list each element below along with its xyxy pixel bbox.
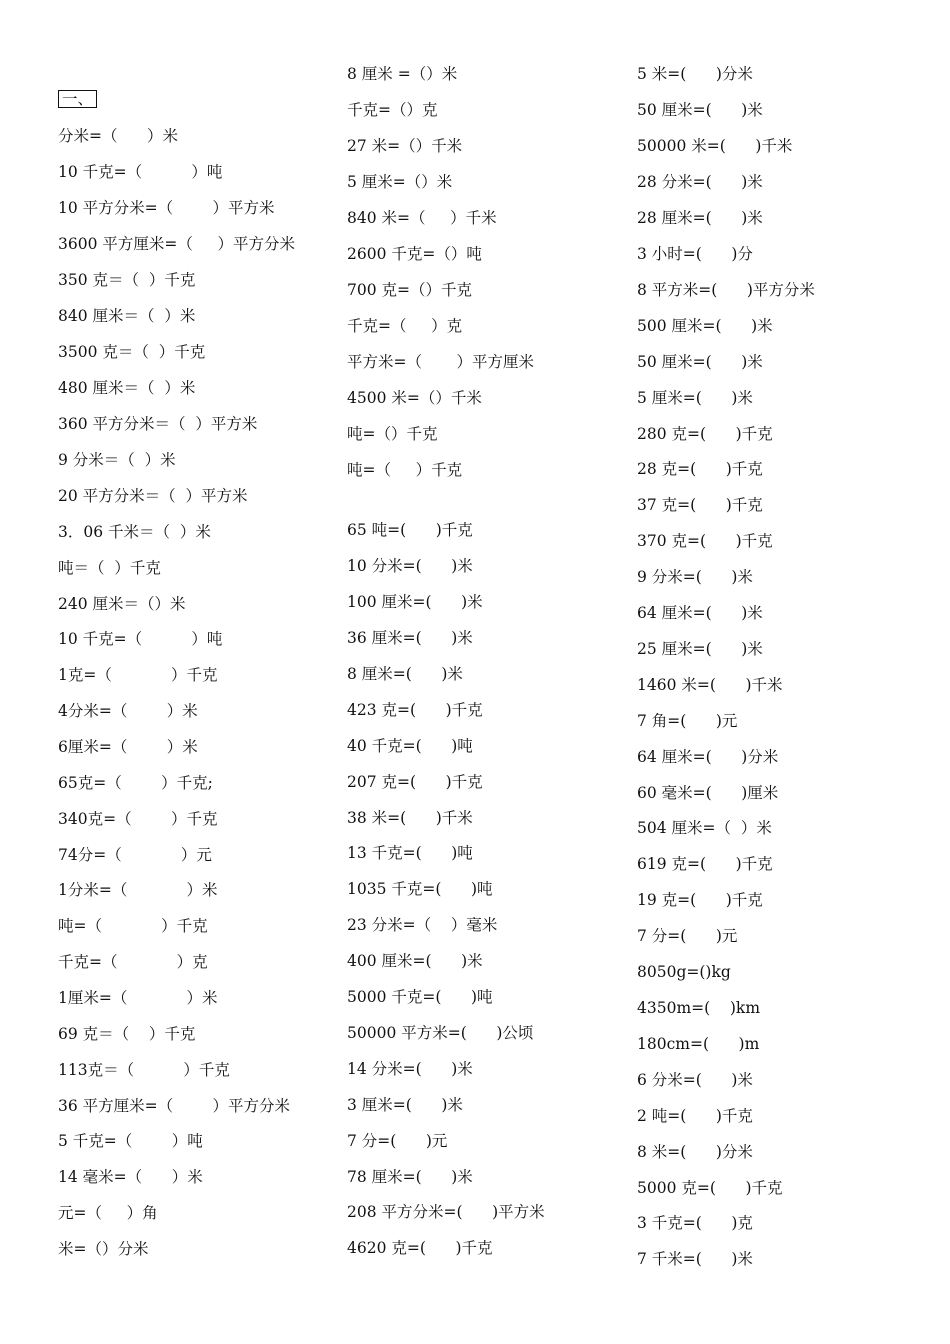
exercise-line: 4350m=( )km bbox=[637, 999, 761, 1017]
exercise-line: 1035 千克=( )吨 bbox=[347, 880, 493, 898]
exercise-line: 208 平方分米=( )平方米 bbox=[347, 1203, 545, 1221]
exercise-line: 19 克=( )千克 bbox=[637, 891, 763, 909]
exercise-line: 370 克=( )千克 bbox=[637, 532, 773, 550]
exercise-line: 360 平方分米＝（ ）平方米 bbox=[58, 415, 258, 433]
exercise-line: 840 米=（ ）千米 bbox=[347, 209, 497, 227]
exercise-line: 74分=（ ）元 bbox=[58, 846, 212, 864]
exercise-line: 25 厘米=( )米 bbox=[637, 640, 763, 658]
exercise-line: 9 分米=( )米 bbox=[637, 568, 753, 586]
exercise-line: 423 克=( )千克 bbox=[347, 701, 483, 719]
exercise-line: 65 吨=( )千克 bbox=[347, 521, 473, 539]
exercise-line: 27 米=（）千米 bbox=[347, 137, 463, 155]
exercise-line: 36 平方厘米=（ ）平方分米 bbox=[58, 1097, 291, 1115]
exercise-line: 10 分米=( )米 bbox=[347, 557, 473, 575]
exercise-line: 207 克=( )千克 bbox=[347, 773, 483, 791]
exercise-line: 3 小时=( )分 bbox=[637, 245, 753, 263]
exercise-line: 340克=（ ）千克 bbox=[58, 810, 218, 828]
exercise-line: 28 分米=( )米 bbox=[637, 173, 763, 191]
exercise-line: 28 克=( )千克 bbox=[637, 460, 763, 478]
exercise-line: 619 克=( )千克 bbox=[637, 855, 773, 873]
exercise-line: 20 平方分米＝（ ）平方米 bbox=[58, 487, 248, 505]
exercise-line: 4620 克=( )千克 bbox=[347, 1239, 493, 1257]
exercise-line: 60 毫米=( )厘米 bbox=[637, 784, 779, 802]
exercise-line: 5000 千克=( )吨 bbox=[347, 988, 493, 1006]
exercise-line: 5 米=( )分米 bbox=[637, 65, 753, 83]
exercise-line: 8 厘米 =（）米 bbox=[347, 65, 458, 83]
exercise-line: 480 厘米＝（ ）米 bbox=[58, 379, 196, 397]
exercise-line: 14 分米=( )米 bbox=[347, 1060, 473, 1078]
exercise-line: 50000 平方米=( )公顷 bbox=[347, 1024, 534, 1042]
exercise-line: 7 角=( )元 bbox=[637, 712, 738, 730]
section-label: 一、 bbox=[58, 90, 97, 108]
exercise-line: 400 厘米=( )米 bbox=[347, 952, 483, 970]
exercise-line: 7 千米=( )米 bbox=[637, 1250, 753, 1268]
exercise-line: 千克=（ ）克 bbox=[347, 317, 463, 335]
exercise-line: 113克＝（ ）千克 bbox=[58, 1061, 230, 1079]
exercise-line: 6 分米=( )米 bbox=[637, 1071, 753, 1089]
exercise-line: 3500 克＝（ ）千克 bbox=[58, 343, 206, 361]
exercise-line: 吨＝（ ）千克 bbox=[58, 559, 161, 577]
exercise-line: 吨=（ ）千克 bbox=[58, 917, 208, 935]
exercise-line: 64 厘米=( )分米 bbox=[637, 748, 779, 766]
exercise-line: 1460 米=( )千米 bbox=[637, 676, 783, 694]
exercise-line: 2600 千克=（）吨 bbox=[347, 245, 482, 263]
exercise-line: 5000 克=( )千克 bbox=[637, 1179, 783, 1197]
exercise-line: 7 分=( )元 bbox=[347, 1132, 448, 1150]
exercise-line: 14 毫米=（ ）米 bbox=[58, 1168, 203, 1186]
exercise-line: 9 分米＝（ ）米 bbox=[58, 451, 176, 469]
exercise-line: 吨=（ ）千克 bbox=[347, 461, 463, 479]
exercise-line: 50000 米=( )千米 bbox=[637, 137, 793, 155]
exercise-line: 78 厘米=( )米 bbox=[347, 1168, 473, 1186]
exercise-line: 3 千克=( )克 bbox=[637, 1214, 753, 1232]
exercise-line: 280 克=( )千克 bbox=[637, 425, 773, 443]
exercise-line: 8 平方米=( )平方分米 bbox=[637, 281, 815, 299]
exercise-line: 700 克=（）千克 bbox=[347, 281, 472, 299]
exercise-line: 6厘米=（ ）米 bbox=[58, 738, 198, 756]
exercise-line: 5 千克=（ ）吨 bbox=[58, 1132, 203, 1150]
exercise-line: 元=（ ）角 bbox=[58, 1204, 158, 1222]
exercise-line: 10 千克=（ ）吨 bbox=[58, 163, 223, 181]
exercise-line: 米=（）分米 bbox=[58, 1240, 149, 1258]
exercise-line: 5 厘米=( )米 bbox=[637, 389, 753, 407]
exercise-line: 10 平方分米=（ ）平方米 bbox=[58, 199, 275, 217]
exercise-line: 50 厘米=( )米 bbox=[637, 353, 763, 371]
exercise-line: 38 米=( )千米 bbox=[347, 809, 473, 827]
exercise-line: 65克=（ ）千克; bbox=[58, 774, 213, 792]
exercise-line: 100 厘米=( )米 bbox=[347, 593, 483, 611]
exercise-line: 180cm=( )m bbox=[637, 1035, 760, 1053]
exercise-line: 23 分米=（ ）毫米 bbox=[347, 916, 498, 934]
exercise-line: 1厘米=（ ）米 bbox=[58, 989, 218, 1007]
exercise-line: 3．06 千米＝（ ）米 bbox=[58, 523, 211, 541]
exercise-line: 36 厘米=( )米 bbox=[347, 629, 473, 647]
exercise-line: 500 厘米=( )米 bbox=[637, 317, 773, 335]
exercise-line: 350 克＝（ ）千克 bbox=[58, 271, 196, 289]
exercise-line: 69 克＝（ ）千克 bbox=[58, 1025, 196, 1043]
exercise-line: 64 厘米=( )米 bbox=[637, 604, 763, 622]
exercise-line: 1分米=（ ）米 bbox=[58, 881, 218, 899]
exercise-line: 37 克=( )千克 bbox=[637, 496, 763, 514]
exercise-line: 7 分=( )元 bbox=[637, 927, 738, 945]
exercise-line: 840 厘米＝（ ）米 bbox=[58, 307, 196, 325]
exercise-line: 40 千克=( )吨 bbox=[347, 737, 473, 755]
exercise-line: 13 千克=( )吨 bbox=[347, 844, 473, 862]
exercise-line: 2 吨=( )千克 bbox=[637, 1107, 753, 1125]
exercise-line: 千克=（ ）克 bbox=[58, 953, 208, 971]
exercise-line: 8 厘米=( )米 bbox=[347, 665, 463, 683]
exercise-line: 3600 平方厘米=（ ）平方分米 bbox=[58, 235, 295, 253]
exercise-line: 千克=（）克 bbox=[347, 101, 438, 119]
exercise-line: 504 厘米=（ ）米 bbox=[637, 819, 772, 837]
exercise-line: 50 厘米=( )米 bbox=[637, 101, 763, 119]
exercise-line: 8 米=( )分米 bbox=[637, 1143, 753, 1161]
exercise-line: 8050g=()kg bbox=[637, 963, 731, 981]
exercise-line: 240 厘米＝（）米 bbox=[58, 595, 186, 613]
exercise-line: 平方米=（ ）平方厘米 bbox=[347, 353, 534, 371]
exercise-line: 分米=（ ）米 bbox=[58, 127, 179, 145]
exercise-line: 28 厘米=( )米 bbox=[637, 209, 763, 227]
exercise-line: 5 厘米=（）米 bbox=[347, 173, 453, 191]
exercise-line: 吨=（）千克 bbox=[347, 425, 438, 443]
exercise-line: 4分米=（ ）米 bbox=[58, 702, 198, 720]
exercise-line: 1克=（ ）千克 bbox=[58, 666, 218, 684]
exercise-line: 10 千克=（ ）吨 bbox=[58, 630, 223, 648]
exercise-line: 3 厘米=( )米 bbox=[347, 1096, 463, 1114]
exercise-line: 4500 米=（）千米 bbox=[347, 389, 482, 407]
